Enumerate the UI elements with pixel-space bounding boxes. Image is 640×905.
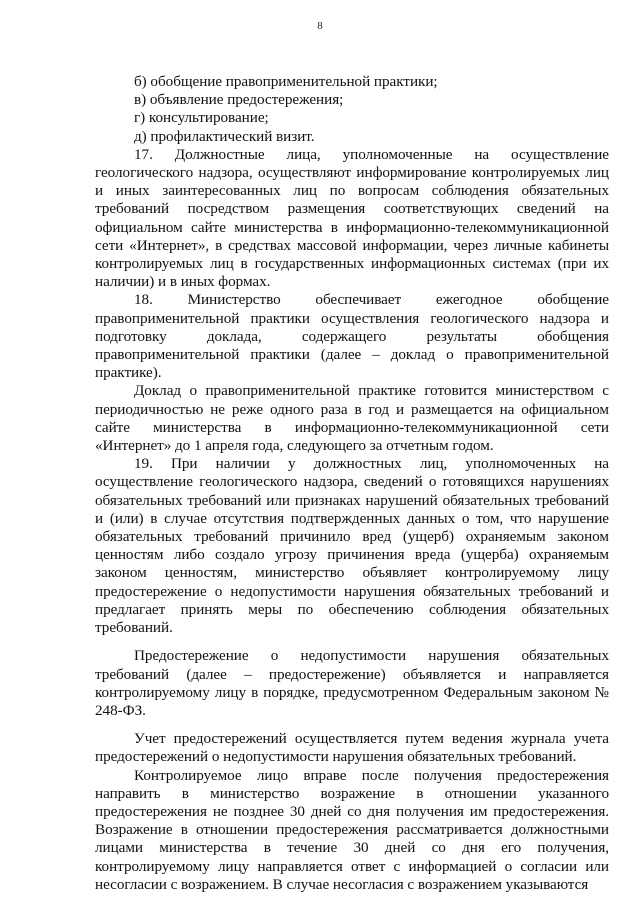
list-item-g: г) консультирование;	[134, 109, 269, 127]
paragraph-19: 19. При наличии у должностных лиц, уполномоченных на осуществление геологического надзора, сведений о готовящихся нарушениях обязательных требований или признаках нарушений обязательных требований и (или) в случае отсутствия подтвержденных данных о том, что нарушение обязательных требований причинило вред (ущерб) охраняемым законом ценностям либо создало угрозу причинения вреда (ущерба) охраняемым законом ценностям, министерство объявляет контролируемому лицу предостережение о недопустимости нарушения обязательных требований и предлагает принять меры по обеспечению соблюдения обязательных требований.	[95, 455, 609, 637]
paragraph-17: 17. Должностные лица, уполномоченные на осуществление геологического надзора, осуществляют информирование контролируемых лиц и иных заинтересованных лиц по вопросам соблюдения обязательных требований посредством размещения соответствующих сведений на официальном сайте министерства в информационно-телекоммуникационной сети «Интернет», в средствах массовой информации, через личные кабинеты контролируемых лиц в государственных информационных системах (при их наличии) и в иных формах.	[95, 145, 609, 291]
paragraph-18: 18. Министерство обеспечивает ежегодное обобщение правоприменительной практики осуществления геологического надзора и подготовку доклада, содержащего результаты обобщения правоприменительной практики (далее – доклад о правоприменительной практике).	[95, 291, 609, 382]
paragraph-18-report: Доклад о правоприменительной практике готовится министерством с периодичностью не реже одного раза в год и размещается на официальном сайте министерства в информационно-телекоммуникационной сети «Интернет» до 1 апреля года, следующего за отчетным годом.	[95, 382, 609, 455]
paragraph-warning: Предостережение о недопустимости нарушения обязательных требований (далее – предостережение) объявляется и направляется контролируемому лицу в порядке, предусмотренном Федеральным законом № 248-ФЗ.	[95, 647, 609, 719]
document-body	[95, 73, 609, 894]
paragraph-warning-log: Учет предостережений осуществляется путем ведения журнала учета предостережений о недопустимости нарушения обязательных требований.	[95, 730, 609, 766]
list-item-b: б) обобщение правоприменительной практики;	[134, 73, 438, 90]
list-item-d: д) профилактический визит.	[134, 127, 315, 145]
list-item-v: в) объявление предостережения;	[134, 91, 344, 109]
page-number: 8	[317, 20, 323, 32]
paragraph-objection: Контролируемое лицо вправе после получения предостережения направить в министерство возражение в отношении указанного предостережения не позднее 30 дней со дня получения им предостережения. Возражение в отношении предостережения рассматривается должностными лицами министерства в течение 30 дней со дня его получения, контролируемому лицу направляется ответ с информацией о согласии или несогласии с возражением. В случае несогласия с возражением указываются	[95, 766, 609, 893]
